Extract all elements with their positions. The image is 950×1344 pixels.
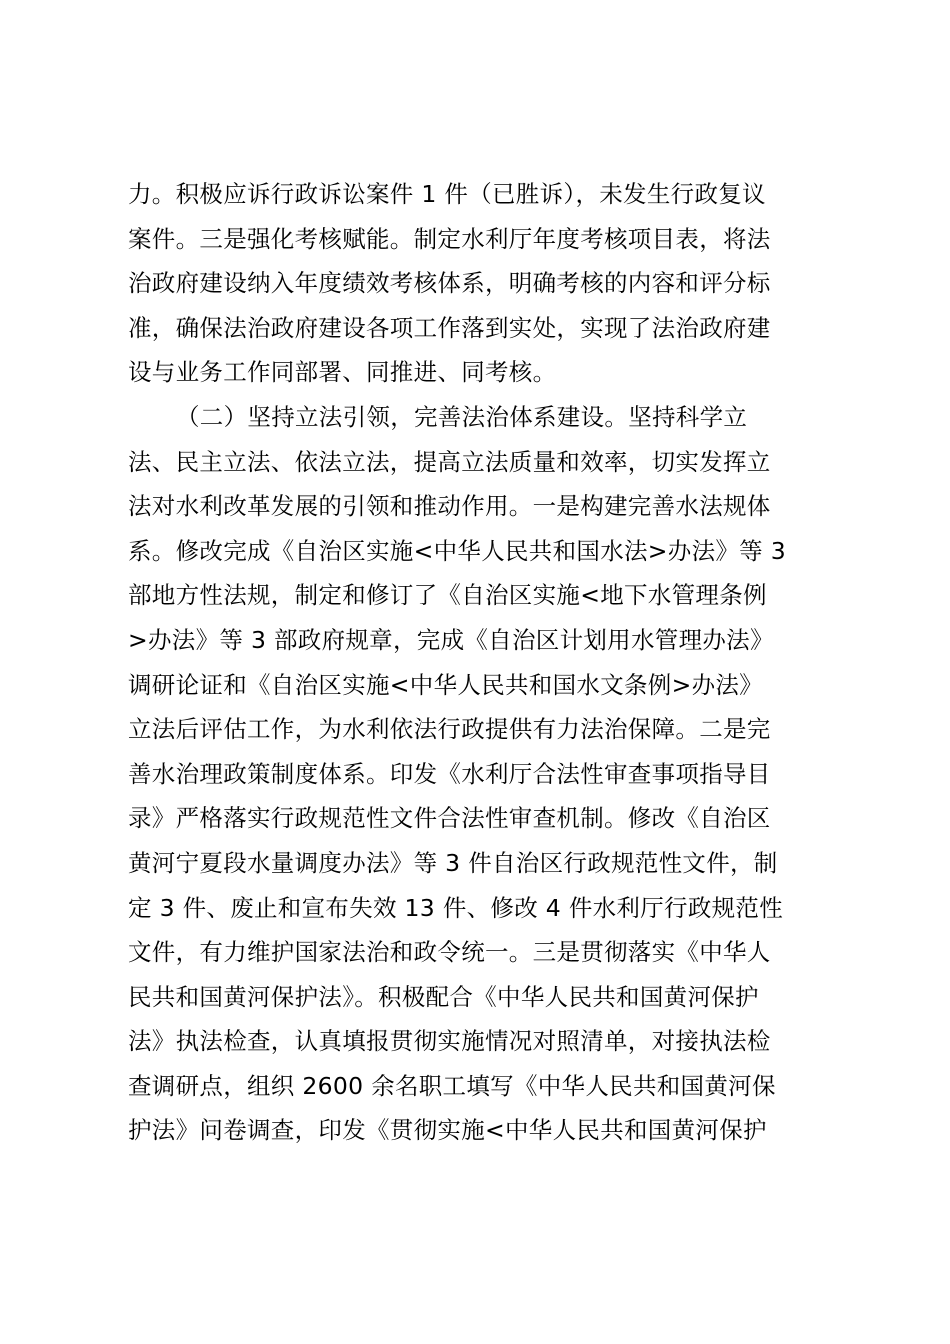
paragraph-1-line: 设与业务工作同部署、同推进、同考核。 [128,358,557,387]
document-body [128,172,828,1153]
paragraph-1-line: 治政府建设纳入年度绩效考核体系，明确考核的内容和评分标 [128,269,771,298]
paragraph-2-line: 文件，有力维护国家法治和政令统一。三是贯彻落实《中华人 [128,938,771,967]
paragraph-2-line: 调研论证和《自治区实施<中华人民共和国水文条例>办法》 [128,670,763,699]
paragraph-2-line: 定 3 件、废止和宣布失效 13 件、修改 4 件水利厅行政规范性 [128,893,784,922]
paragraph-2-line: 法》执法检查，认真填报贯彻实施情况对照清单，对接执法检 [128,1027,771,1056]
paragraph-1-line: 案件。三是强化考核赋能。制定水利厅年度考核项目表，将法 [128,224,771,253]
paragraph-2-line: 系。修改完成《自治区实施<中华人民共和国水法>办法》等 3 [128,536,787,565]
paragraph-2-line: 查调研点，组织 2600 余名职工填写《中华人民共和国黄河保 [128,1071,776,1100]
paragraph-1-line: 准，确保法治政府建设各项工作落到实处，实现了法治政府建 [128,313,771,342]
paragraph-2 [128,395,828,1153]
paragraph-2-line: 法、民主立法、依法立法，提高立法质量和效率，切实发挥立 [128,447,771,476]
paragraph-2-line: （二）坚持立法引领，完善法治体系建设。坚持科学立 [176,402,748,431]
paragraph-2-line: 录》严格落实行政规范性文件合法性审查机制。修改《自治区 [128,804,771,833]
paragraph-2-line: 黄河宁夏段水量调度办法》等 3 件自治区行政规范性文件，制 [128,848,778,877]
paragraph-2-line: 法对水利改革发展的引领和推动作用。一是构建完善水法规体 [128,492,771,521]
paragraph-2-line: 立法后评估工作，为水利依法行政提供有力法治保障。二是完 [128,715,771,744]
paragraph-1 [128,172,828,395]
paragraph-2-line: >办法》等 3 部政府规章，完成《自治区计划用水管理办法》 [128,625,774,654]
paragraph-2-line: 善水治理政策制度体系。印发《水利厅合法性审查事项指导目 [128,759,771,788]
paragraph-1-line: 力。积极应诉行政诉讼案件 1 件（已胜诉），未发生行政复议 [128,180,766,208]
paragraph-2-line: 护法》问卷调查，印发《贯彻实施<中华人民共和国黄河保护 [128,1116,767,1145]
paragraph-2-line: 部地方性法规，制定和修订了《自治区实施<地下水管理条例 [128,581,767,610]
paragraph-2-line: 民共和国黄河保护法》。积极配合《中华人民共和国黄河保护 [128,982,759,1011]
